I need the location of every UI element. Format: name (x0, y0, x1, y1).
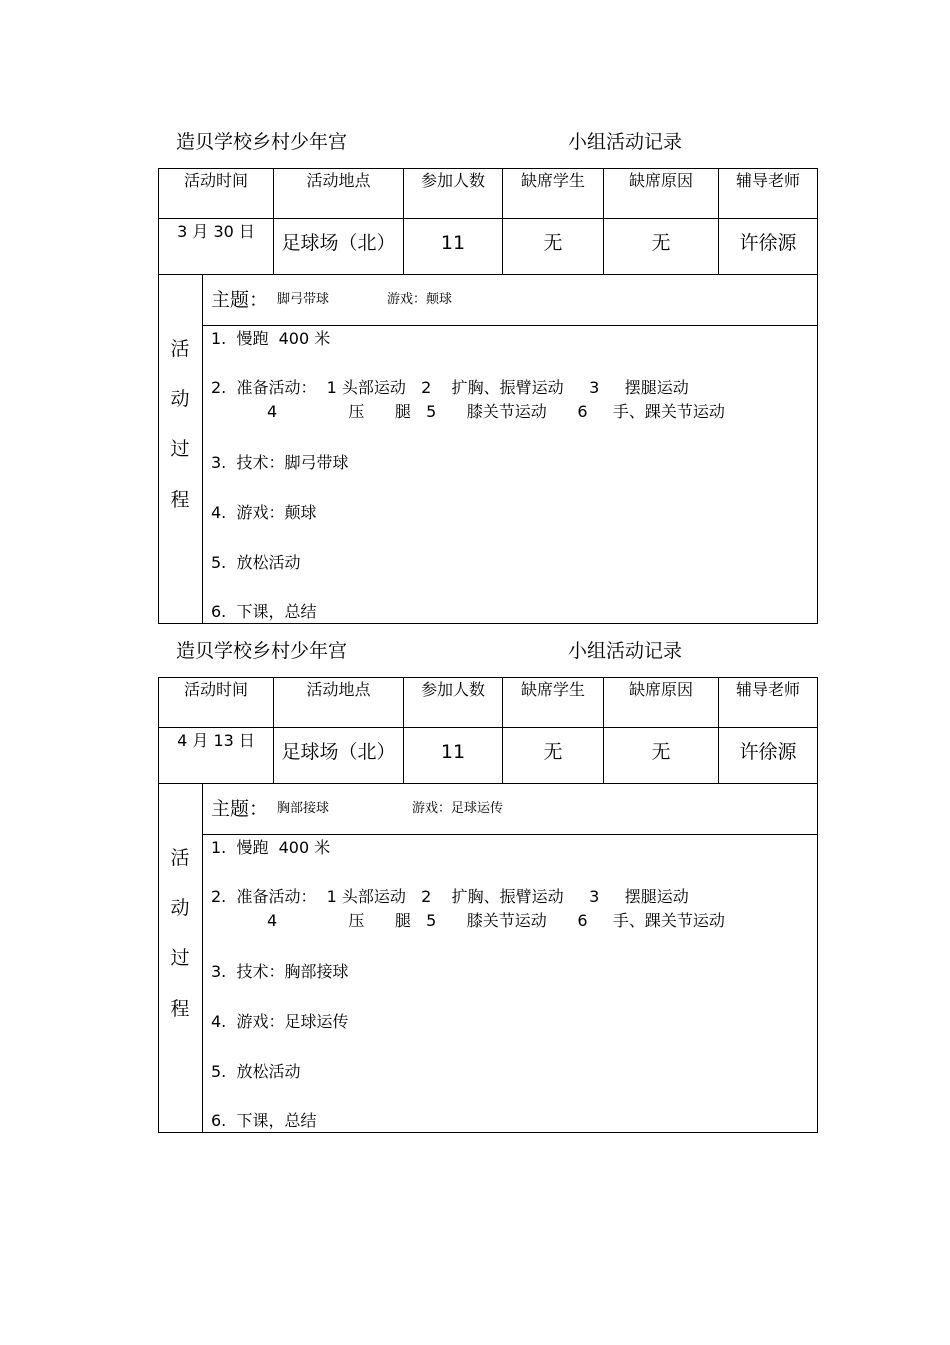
value-location: 足球场（北） (281, 741, 396, 763)
value-time: 3 月 30 日 (177, 222, 255, 241)
header-absent-reason: 缺席原因 (628, 680, 693, 699)
theme-label: 主题： (211, 289, 269, 311)
record-table (158, 677, 818, 1133)
header-time: 活动时间 (183, 680, 248, 699)
value-teacher: 许徐源 (739, 741, 797, 763)
step-item: 1. 慢跑 400 米 (211, 329, 331, 348)
process-label-char: 动 (170, 897, 190, 919)
header-teacher: 辅导老师 (735, 171, 800, 190)
header-time: 活动时间 (183, 171, 248, 190)
header-location: 活动地点 (306, 171, 371, 190)
header-participants: 参加人数 (420, 680, 485, 699)
process-label-char: 过 (170, 438, 190, 460)
row-divider (159, 274, 817, 275)
process-label-char: 活 (170, 847, 190, 869)
game-text: 游戏：足球运传 (412, 801, 504, 816)
process-label-char: 程 (170, 998, 190, 1020)
header-absent-students: 缺席学生 (520, 171, 585, 190)
process-label-char: 动 (170, 388, 190, 410)
school-name: 造贝学校乡村少年宫 (176, 131, 348, 153)
value-time: 4 月 13 日 (177, 731, 255, 750)
activity-record-2 (158, 639, 818, 1133)
step-item: 4. 游戏：颠球 (211, 503, 317, 522)
value-absent-students: 无 (543, 232, 563, 254)
activity-record-1 (158, 130, 818, 624)
school-name: 造贝学校乡村少年宫 (176, 640, 348, 662)
header-absent-students: 缺席学生 (520, 680, 585, 699)
process-label-char: 活 (170, 338, 190, 360)
step-item: 4 压 腿 5 膝关节运动 6 手、踝关节运动 (211, 911, 725, 930)
row-divider (202, 325, 817, 326)
header-absent-reason: 缺席原因 (628, 171, 693, 190)
record-title: 小组活动记录 (568, 131, 683, 153)
step-item: 2. 准备活动： 1 头部运动 2 扩胸、振臂运动 3 摆腿运动 (211, 378, 689, 397)
step-item: 5. 放松活动 (211, 1062, 301, 1081)
theme-label: 主题： (211, 798, 269, 820)
step-item: 6. 下课，总结 (211, 602, 317, 621)
value-participants: 11 (440, 232, 466, 254)
game-text: 游戏：颠球 (387, 292, 453, 307)
step-item: 5. 放松活动 (211, 553, 301, 572)
row-divider (202, 834, 817, 835)
value-participants: 11 (440, 741, 466, 763)
value-location: 足球场（北） (281, 232, 396, 254)
step-item: 4. 游戏：足球运传 (211, 1012, 349, 1031)
step-item: 3. 技术：脚弓带球 (211, 453, 349, 472)
step-item: 4 压 腿 5 膝关节运动 6 手、踝关节运动 (211, 402, 725, 421)
row-divider (159, 783, 817, 784)
record-table (158, 168, 818, 624)
step-item: 3. 技术：胸部接球 (211, 962, 349, 981)
record-title: 小组活动记录 (568, 640, 683, 662)
theme-text: 胸部接球 (277, 801, 330, 816)
value-absent-reason: 无 (651, 741, 671, 763)
col-divider (202, 274, 203, 623)
value-teacher: 许徐源 (739, 232, 797, 254)
step-item: 6. 下课，总结 (211, 1111, 317, 1130)
header-location: 活动地点 (306, 680, 371, 699)
value-absent-reason: 无 (651, 232, 671, 254)
header-participants: 参加人数 (420, 171, 485, 190)
process-label-char: 程 (170, 489, 190, 511)
header-teacher: 辅导老师 (735, 680, 800, 699)
theme-text: 脚弓带球 (277, 292, 330, 307)
step-item: 1. 慢跑 400 米 (211, 838, 331, 857)
value-absent-students: 无 (543, 741, 563, 763)
process-label-char: 过 (170, 947, 190, 969)
col-divider (202, 783, 203, 1132)
step-item: 2. 准备活动： 1 头部运动 2 扩胸、振臂运动 3 摆腿运动 (211, 887, 689, 906)
